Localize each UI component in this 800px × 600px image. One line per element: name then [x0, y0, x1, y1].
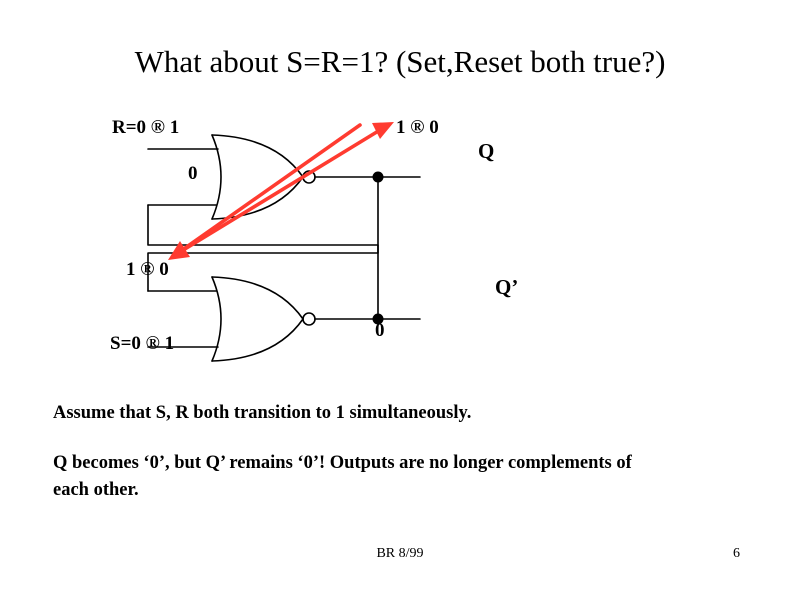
red-arrow-down-line	[178, 125, 360, 253]
body-line-1: Assume that S, R both transition to 1 simultaneously.	[53, 403, 472, 423]
nor-latch-diagram	[60, 105, 680, 380]
nor-gate-top-top-edge	[212, 135, 303, 177]
footer-attribution: BR 8/99	[376, 546, 424, 561]
label-qbar: Q’	[495, 275, 519, 299]
red-arrow-down-head	[168, 241, 190, 260]
label-s-input: S=0 ® 1	[110, 333, 175, 354]
label-top-output: 1 ® 0	[396, 117, 439, 138]
label-top-feedback: 0	[188, 163, 198, 184]
red-arrow-up-line	[175, 127, 385, 255]
label-bottom-output: 0	[375, 320, 385, 341]
nor-gate-bottom-bubble	[303, 313, 315, 325]
footer-page-number: 6	[733, 546, 740, 561]
label-q: Q	[478, 139, 495, 163]
page-title: What about S=R=1? (Set,Reset both true?)	[134, 44, 666, 79]
nor-gate-bottom-top-edge	[212, 277, 303, 319]
red-arrow-up-head	[372, 122, 394, 139]
body-line-2: Q becomes ‘0’, but Q’ remains ‘0’! Outputs are no longer complements of each other.	[53, 453, 632, 500]
wire-cross-coupled-lower	[148, 205, 378, 319]
nor-gate-bottom-bottom-edge	[212, 319, 303, 361]
nor-gate-top-back	[212, 135, 221, 219]
label-mid-feedback: 1 ® 0	[126, 259, 169, 280]
label-r-input: R=0 ® 1	[112, 117, 180, 138]
nor-gate-bottom-back	[212, 277, 221, 361]
